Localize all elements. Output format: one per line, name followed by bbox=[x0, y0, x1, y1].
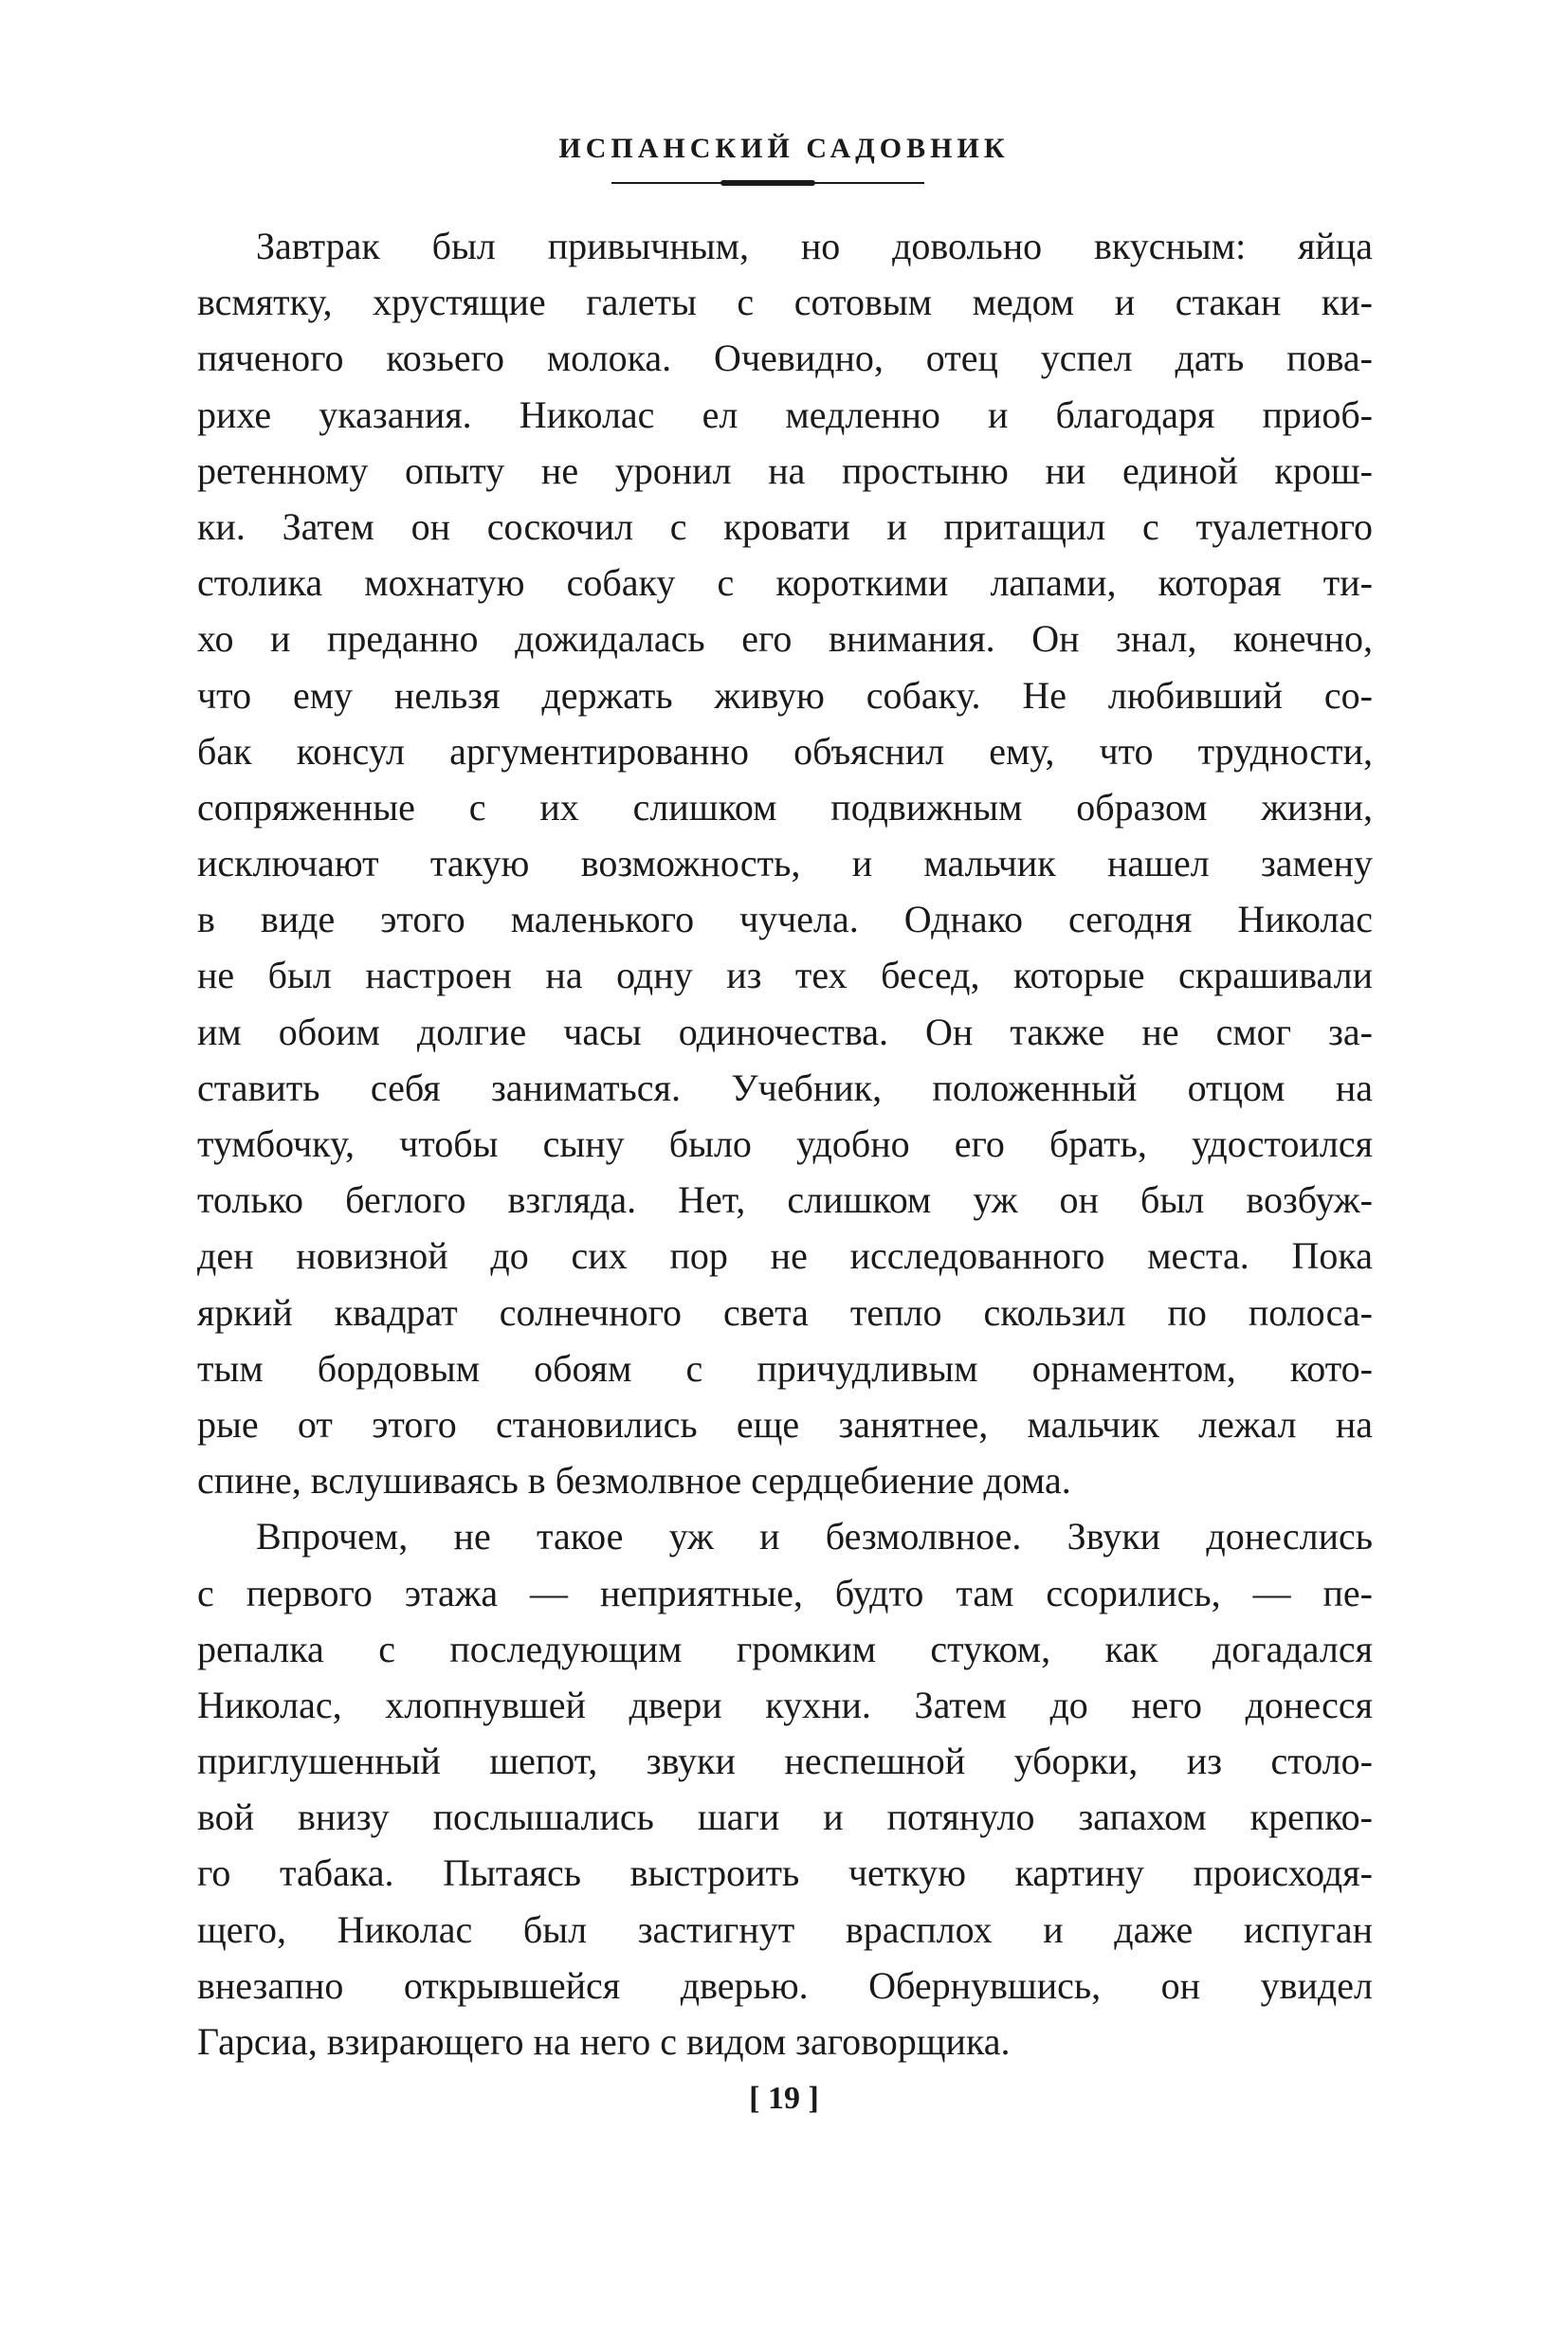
body-text bbox=[197, 218, 1373, 2069]
text-line: им обоим долгие часы одиночества. Он также не смог за- bbox=[197, 1010, 1373, 1053]
text-line: столика мохнатую собаку с короткими лапами, которая ти- bbox=[197, 561, 1373, 605]
text-line: рихе указания. Николас ел медленно и благодаря приоб- bbox=[197, 392, 1373, 436]
text-line: рые от этого становились еще занятнее, мальчик лежал на bbox=[197, 1402, 1373, 1446]
text-line: ретенному опыту не уронил на простыню ни единой крош- bbox=[197, 448, 1373, 492]
text-line: что ему нельзя держать живую собаку. Не любивший со- bbox=[197, 673, 1373, 717]
text-line: яркий квадрат солнечного света тепло скользил по полоса- bbox=[197, 1290, 1373, 1334]
running-head-rule-accent bbox=[720, 180, 815, 186]
text-line: Завтрак был привычным, но довольно вкусным: яйца bbox=[256, 225, 1373, 267]
text-line: не был настроен на одну из тех бесед, которые скрашивали bbox=[197, 954, 1373, 997]
text-line: ден новизной до сих пор не исследованного места. Пока bbox=[197, 1234, 1373, 1278]
text-line: сопряженные с их слишком подвижным образом жизни, bbox=[197, 785, 1373, 829]
text-line: внезапно открывшейся дверью. Обернувшись, он увидел bbox=[197, 1963, 1373, 2007]
text-line: в виде этого маленького чучела. Однако сегодня Николас bbox=[197, 898, 1373, 941]
running-head: ИСПАНСКИЙ САДОВНИК bbox=[558, 133, 1010, 164]
text-line: только беглого взгляда. Нет, слишком уж он был возбуж- bbox=[197, 1178, 1373, 1222]
text-line: приглушенный шепот, звуки неспешной уборки, из столо- bbox=[197, 1740, 1373, 1783]
text-line: репалка с последующим громким стуком, как догадался bbox=[197, 1627, 1373, 1670]
text-line: спине, вслушиваясь в безмолвное сердцебиение дома. bbox=[197, 1459, 1071, 1503]
text-line: Впрочем, не такое уж и безмолвное. Звуки донеслись bbox=[256, 1515, 1373, 1558]
text-line: ставить себя заниматься. Учебник, положенный отцом на bbox=[197, 1066, 1373, 1109]
text-line: щего, Николас был застигнут врасплох и даже испуган bbox=[197, 1907, 1373, 1951]
text-line: тумбочку, чтобы сыну было удобно его брать, удостоился bbox=[197, 1122, 1373, 1165]
text-line: ки. Затем он соскочил с кровати и притащил с туалетного bbox=[197, 504, 1373, 548]
text-line: Николас, хлопнувшей двери кухни. Затем до него донесся bbox=[197, 1683, 1373, 1726]
text-line: Гарсиа, взирающего на него с видом заговорщика. bbox=[197, 2020, 1011, 2063]
text-line: го табака. Пытаясь выстроить четкую картину происходя- bbox=[197, 1851, 1373, 1895]
paragraph-1 bbox=[197, 218, 1373, 1508]
text-line: хо и преданно дожидалась его внимания. Он знал, конечно, bbox=[197, 617, 1373, 661]
text-line: всмятку, хрустящие галеты с сотовым медом и стакан ки- bbox=[197, 281, 1373, 324]
text-line: вой внизу послышались шаги и потянуло запахом крепко- bbox=[197, 1795, 1373, 1839]
paragraph-2 bbox=[197, 1508, 1373, 2069]
text-line: с первого этажа — неприятные, будто там ссорились, — пе- bbox=[197, 1571, 1373, 1614]
text-line: бак консул аргументированно объяснил ему, что трудности, bbox=[197, 729, 1373, 773]
page-number: [ 19 ] bbox=[749, 2081, 819, 2116]
text-line: тым бордовым обоям с причудливым орнаментом, кото- bbox=[197, 1346, 1373, 1390]
text-line: исключают такую возможность, и мальчик нашел замену bbox=[197, 842, 1373, 885]
text-line: пяченого козьего молока. Очевидно, отец успел дать пова- bbox=[197, 337, 1373, 380]
